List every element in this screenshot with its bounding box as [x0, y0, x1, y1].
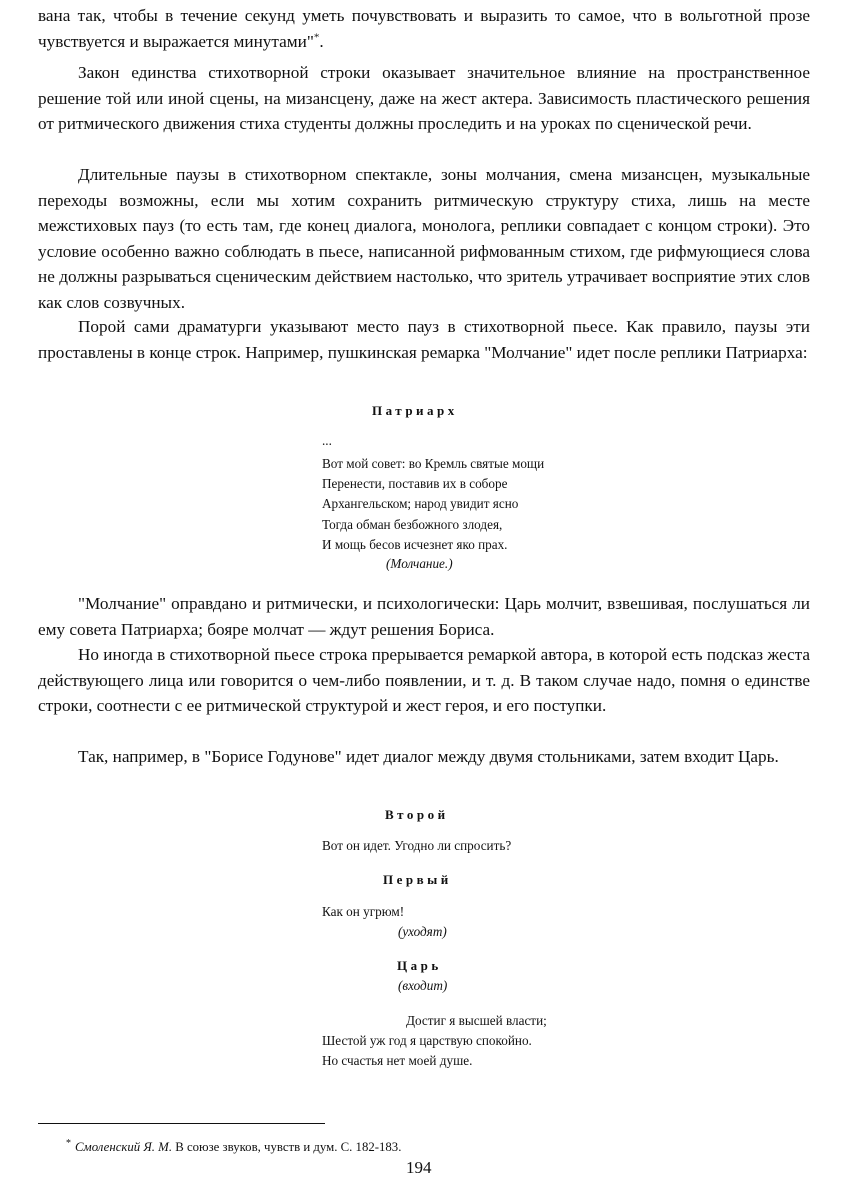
speaker-patriarch: Патриарх [372, 403, 458, 418]
paragraph-text-end: . [319, 31, 324, 51]
paragraph-4: "Молчание" оправдано и ритмически, и психологически: Царь молчит, взвешивая, послушаться ли ему совета Патриарха; бояре молчат — ждут решения Бориса. [38, 594, 810, 639]
page-number: 194 [406, 1158, 432, 1177]
verse-line-first: Как он угрюм! [322, 904, 405, 919]
paragraph-text: вана так, чтобы в течение секунд уметь почувствовать и выразить то самое, что в вольготной прозе чувствуется и выражается минутами" [38, 6, 810, 51]
verse-line: Тогда обман безбожного злодея, [322, 516, 503, 532]
verse-line: Вот мой совет: во Кремль святые мощи [322, 456, 545, 471]
paragraph-5: Но иногда в стихотворной пьесе строка прерывается ремаркой автора, в которой есть подсказ жеста действующего лица или говорится о чем-либо появлении, и т. д. В таком случае надо, помня о единстве строки, соотнести с ее ритмической структурой и жест героя, и его поступки. [38, 645, 810, 716]
footnote-mark: * [66, 1137, 71, 1149]
verse-line: Достиг я высшей власти; [406, 1013, 547, 1028]
speaker-first: Первый [383, 872, 452, 887]
footnote [66, 1137, 402, 1155]
paragraph-3: Порой сами драматурги указывают место пауз в стихотворной пьесе. Как правило, паузы эти проставлены в конце строк. Например, пушкинская ремарка "Молчание" идет после реплики Патриарха: [38, 317, 810, 362]
paragraph-6: Так, например, в "Борисе Годунове" идет диалог между двумя стольниками, затем входит Царь. [78, 747, 779, 766]
stage-direction-enter: (входит) [398, 978, 448, 993]
footnote-divider [38, 1123, 325, 1124]
speaker-second: Второй [385, 807, 449, 822]
verse-line: Перенести, поставив их в соборе [322, 476, 508, 492]
verse-line: Шестой уж год я царствую спокойно. [322, 1033, 532, 1049]
paragraph-2: Длительные паузы в стихотворном спектакле, зоны молчания, смена мизансцен, музыкальные переходы возможны, если мы хотим сохранить ритмическую структуру стиха, лишь на месте межстиховых пауз (то есть там, где конец диалога, монолога, реплики совпадает с концом строки). Это условие особенно важно соблюдать в пьесе, написанной рифмованным стихом, где рифмующиеся слова не должны разрываться сценическим действием настолько, что зритель утрачивает восприятие этих слов как слов созвучных. [38, 165, 810, 312]
stage-direction-silence: (Молчание.) [386, 556, 453, 571]
footnote-source: В союзе звуков, чувств и дум. С. 182-183. [172, 1140, 402, 1154]
verse-line: Архангельском; народ увидит ясно [322, 496, 519, 512]
speaker-tsar: Царь [397, 958, 442, 973]
paragraph-1: Закон единства стихотворной строки оказывает значительное влияние на пространственное решение той или иной сцены, на мизансцену, даже на жест актера. Зависимость пластического решения от ритмического движения стиха студенты должны проследить и на уроках по сценической речи. [38, 63, 810, 134]
stage-direction-exit: (уходят) [398, 924, 447, 939]
footnote-reference: * [313, 30, 320, 43]
paragraph-continuation [38, 3, 810, 54]
verse-tsar [322, 1011, 547, 1072]
verse-patriarch [322, 454, 544, 555]
verse-ellipsis: ... [322, 433, 332, 448]
verse-line: И мощь бесов исчезнет яко прах. [322, 536, 508, 552]
footnote-author: Смоленский Я. М. [75, 1140, 173, 1154]
verse-line-second: Вот он идет. Угодно ли спросить? [322, 838, 512, 853]
verse-line: Но счастья нет моей душе. [322, 1053, 473, 1069]
